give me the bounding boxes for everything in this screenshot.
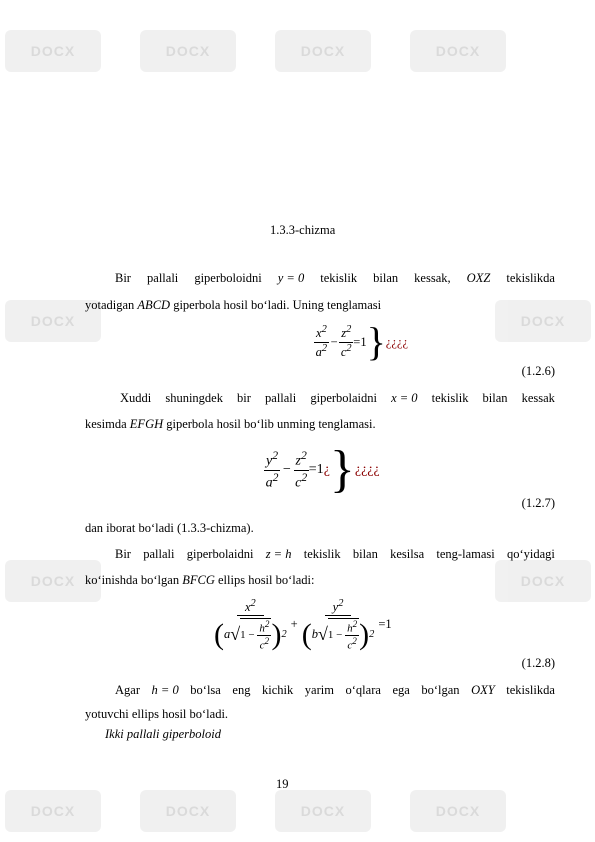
word: shuningdek — [165, 391, 223, 405]
word: bilan — [482, 391, 508, 405]
text: giperbola hosil bo‘ladi. Uning tenglamasi — [173, 298, 382, 312]
word: eng — [232, 683, 251, 697]
equation-tail-prefix: ¿ — [323, 462, 330, 477]
watermark: DOCX — [5, 300, 101, 342]
watermark: DOCX — [140, 30, 236, 72]
watermark: DOCX — [275, 30, 371, 72]
word: tekislik — [431, 391, 469, 405]
equation-tail: ¿¿¿¿ — [354, 462, 380, 477]
watermark: DOCX — [410, 30, 506, 72]
exponent: 2 — [346, 324, 352, 336]
watermark: DOCX — [5, 560, 101, 602]
math-inline: OXY — [471, 683, 495, 697]
word: Agar — [115, 683, 140, 697]
symbol: b — [311, 627, 318, 642]
word: bir — [237, 391, 251, 405]
symbol: x — [316, 326, 322, 341]
word: teng-lamasi — [436, 547, 495, 561]
exponent: 2 — [321, 324, 327, 336]
fraction — [264, 449, 280, 491]
word: kessak, — [414, 271, 451, 285]
equation-rhs: =1 — [353, 334, 367, 349]
equation-number: (1.2.8) — [521, 656, 555, 670]
exponent: 2 — [338, 598, 344, 609]
paragraph-5-line-1 — [115, 682, 555, 698]
watermark: DOCX — [275, 790, 371, 832]
equation-number: (1.2.6) — [521, 364, 555, 378]
word: tekislikda — [506, 271, 555, 285]
word: kesilsa — [390, 547, 425, 561]
text: ellips hosil bo‘ladi: — [217, 573, 315, 587]
word: bo‘lsa — [190, 683, 221, 697]
brace: } — [366, 319, 386, 364]
math-inline: y = 0 — [277, 271, 305, 285]
symbol: c — [295, 475, 302, 491]
equation-1-2-6: $\frac{x^2}{a^2}$ − $\frac{z^2}{c^2}$ =1 } ¿¿¿¿ — [315, 319, 408, 364]
watermark: DOCX — [410, 790, 506, 832]
word: kessak — [521, 391, 555, 405]
text: kesimda — [85, 417, 127, 431]
paragraph-2-line-2 — [85, 416, 555, 432]
word: tekislikda — [506, 683, 555, 697]
equation-1-2-7: $\frac{y^2}{a^2}$ − $\frac{z^2}{c^2}$ =1 ¿ } ¿¿¿¿ — [265, 441, 380, 498]
fraction — [339, 324, 353, 359]
symbol: y — [332, 600, 339, 615]
fraction-x: $x^2$ ( a √ 1 − $\frac{h^2}{c^2}$ ) 2 — [214, 598, 287, 652]
figure-caption: 1.3.3-chizma — [270, 223, 336, 237]
operator: − — [336, 629, 343, 642]
equation-tail: ¿¿¿¿ — [385, 334, 408, 349]
word: yarim — [304, 683, 334, 697]
word: Bir — [115, 271, 131, 285]
text: giperbola hosil bo‘lib unming tenglamasi. — [166, 417, 376, 431]
exponent: 2 — [346, 342, 352, 354]
word: pallali — [147, 271, 179, 285]
exponent: 2 — [264, 619, 270, 630]
math-inline: x = 0 — [391, 391, 418, 405]
brace: } — [329, 441, 355, 498]
word: tekislik — [320, 271, 358, 285]
word: tekislik — [303, 547, 341, 561]
watermark: DOCX — [495, 560, 591, 602]
watermark: DOCX — [140, 790, 236, 832]
equation-number: (1.2.7) — [521, 496, 555, 510]
symbol: z — [295, 453, 301, 469]
math-inline: h = 0 — [151, 683, 179, 697]
word: Xuddi — [120, 391, 152, 405]
operator: − — [248, 629, 255, 642]
symbol: a — [315, 344, 322, 359]
math-inline: ABCD — [137, 298, 171, 312]
watermark: DOCX — [495, 300, 591, 342]
exponent: 2 — [272, 470, 279, 484]
watermark: DOCX — [5, 30, 101, 72]
math-inline: OXZ — [466, 271, 491, 285]
symbol: a — [265, 475, 273, 491]
symbol: y — [266, 453, 273, 469]
word: ega — [392, 683, 410, 697]
math-inline: z = h — [265, 547, 292, 561]
word: kichik — [262, 683, 294, 697]
word: qo‘yidagi — [507, 547, 555, 561]
exponent: 2 — [264, 635, 270, 646]
symbol: a — [224, 627, 231, 642]
paragraph-3: dan iborat bo‘ladi (1.3.3-chizma). — [85, 521, 254, 535]
fraction-y: $y^2$ ( b √ 1 − $\frac{h^2}{c^2}$ ) 2 — [301, 598, 375, 652]
symbol: z — [341, 326, 347, 341]
exponent: 2 — [321, 342, 328, 354]
text: ko‘inishda bo‘lgan — [85, 573, 180, 587]
math-inline: BFCG — [182, 573, 215, 587]
word: bilan — [373, 271, 399, 285]
exponent: 2 — [300, 448, 307, 462]
symbol: x — [244, 600, 251, 615]
symbol: 1 — [240, 629, 246, 642]
exponent: 2 — [272, 448, 279, 462]
symbol: c — [347, 639, 353, 652]
paragraph-4-line-2 — [85, 572, 555, 588]
fraction — [294, 449, 309, 491]
word: bo‘lgan — [421, 683, 460, 697]
word: Bir — [115, 547, 131, 561]
word: o‘qlara — [345, 683, 381, 697]
paragraph-2-line-1 — [120, 390, 555, 406]
exponent: 2 — [301, 470, 308, 484]
word: bilan — [352, 547, 378, 561]
symbol: c — [340, 344, 347, 359]
math-inline: EFGH — [129, 417, 164, 431]
symbol: h — [347, 622, 353, 635]
word: giperbolaidni — [310, 391, 377, 405]
text: yotadigan — [85, 298, 135, 312]
equation-rhs: =1 — [378, 617, 392, 632]
page-number: 19 — [276, 777, 289, 791]
exponent: 2 — [250, 598, 256, 609]
symbol: h — [259, 622, 265, 635]
word: pallali — [143, 547, 175, 561]
watermark: DOCX — [5, 790, 101, 832]
symbol: 1 — [327, 629, 334, 642]
fraction — [314, 324, 329, 359]
paragraph-5-line-2: yotuvchi ellips hosil bo‘ladi. — [85, 707, 229, 721]
exponent: 2 — [281, 629, 287, 641]
exponent: 2 — [352, 635, 357, 646]
exponent: 2 — [352, 619, 358, 630]
exponent: 2 — [369, 629, 375, 641]
word: giperbolaidni — [186, 547, 254, 561]
paragraph-1-line-2 — [85, 297, 555, 313]
equation-1-2-8 — [214, 598, 392, 651]
symbol: c — [259, 639, 265, 652]
equation-rhs: =1 — [308, 462, 324, 477]
paragraph-4-line-1 — [115, 546, 555, 562]
operator: + — [290, 617, 298, 632]
section-heading: Ikki pallali giperboloid — [105, 727, 221, 741]
word: pallali — [265, 391, 297, 405]
paragraph-1-line-1 — [115, 270, 555, 286]
word: giperboloidni — [194, 271, 262, 285]
